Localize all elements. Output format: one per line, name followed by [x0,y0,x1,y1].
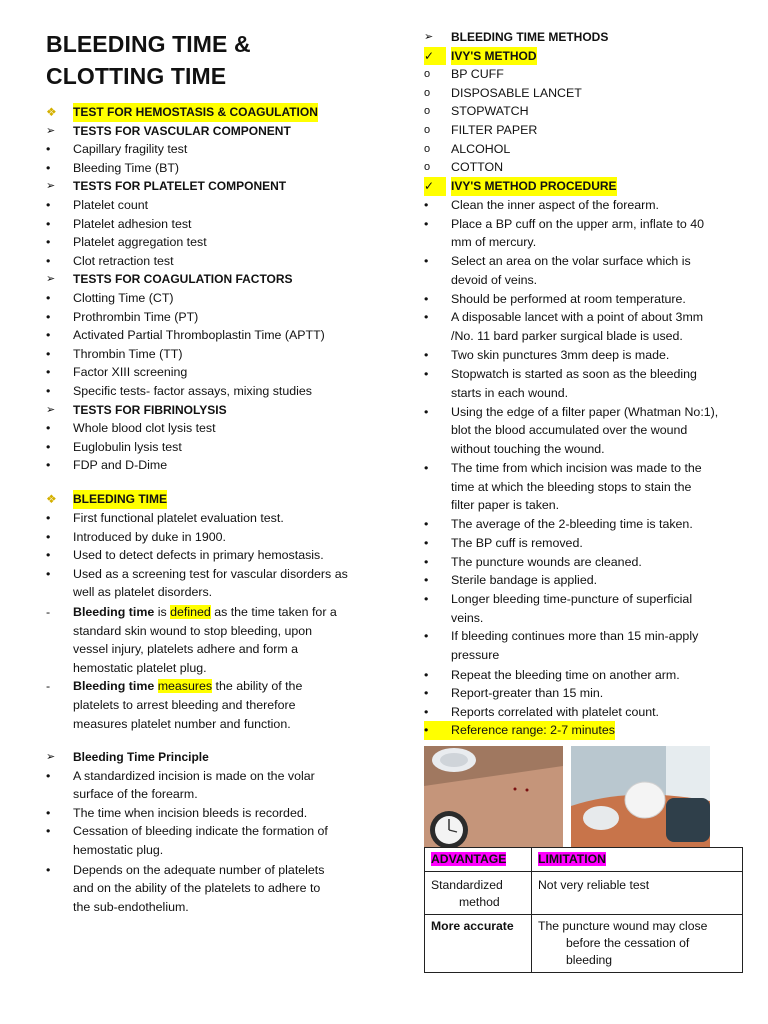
forearm-stopwatch-illustration [424,746,563,848]
list-item-continued: well as platelet disorders. [73,585,213,600]
arrow-bullet-icon: ➢ [46,180,56,193]
definition-line: measures platelet number and function. [73,716,291,731]
arrow-bullet-icon: ➢ [46,751,56,763]
table-header-row [425,848,743,872]
arrow-bullet-icon: ➢ [46,273,56,286]
filter-paper-illustration [571,746,710,848]
arrow-bullet-icon: ➢ [46,403,56,416]
definition-line: hemostatic platelet plug. [73,660,207,675]
procedure-continued: veins. [451,610,484,625]
procedure-continued: blot the blood accumulated over the wound [451,423,688,438]
table-cell: Standardized method [425,872,532,915]
diamond-bullet-icon: ❖ [46,492,57,506]
arrow-bullet-icon: ➢ [46,124,56,137]
procedure-continued: devoid of veins. [451,272,538,287]
definition-line: vessel injury, platelets adhere and form a [73,642,298,657]
list-item-continued: surface of the forearm. [73,787,198,802]
procedure-continued: pressure [451,648,500,662]
table-row [425,915,743,973]
procedure-continued: starts in each wound. [451,386,569,400]
procedure-continued: time at which the bleeding stops to stain the [451,479,692,494]
table-header-cell: LIMITATION [532,848,743,872]
procedure-continued: /No. 11 bard parker surgical blade is used. [451,329,683,343]
list-item-continued: hemostatic plug. [73,843,164,857]
advantage-limitation-table [424,847,743,973]
table-cell: Not very reliable test [532,872,743,915]
table-cell: More accurate [425,915,532,973]
checkmark-icon: ✓ [424,177,446,196]
diamond-bullet-icon: ❖ [46,105,57,119]
procedure-continued: mm of mercury. [451,235,537,250]
page-title: BLEEDING TIME & CLOTTING TIME [46,31,251,89]
list-item-continued: and on the ability of the platelets to adhere to [73,881,321,896]
procedure-continued: without touching the wound. [451,441,605,456]
definition-line: platelets to arrest bleeding and therefore [73,698,296,712]
arrow-bullet-icon: ➢ [424,31,434,43]
checkmark-icon: ✓ [424,47,446,66]
definition-line: standard skin wound to stop bleeding, upon [73,623,313,638]
procedure-continued: filter paper is taken. [451,498,560,513]
table-row [425,872,743,915]
forearm-stopwatch-photo [424,746,563,848]
list-item-continued: the sub-endothelium. [73,899,189,914]
table-header-cell: ADVANTAGE [425,848,532,872]
filter-paper-photo [571,746,710,848]
table-cell: The puncture wound may close before the cessation of bleeding [532,915,743,973]
